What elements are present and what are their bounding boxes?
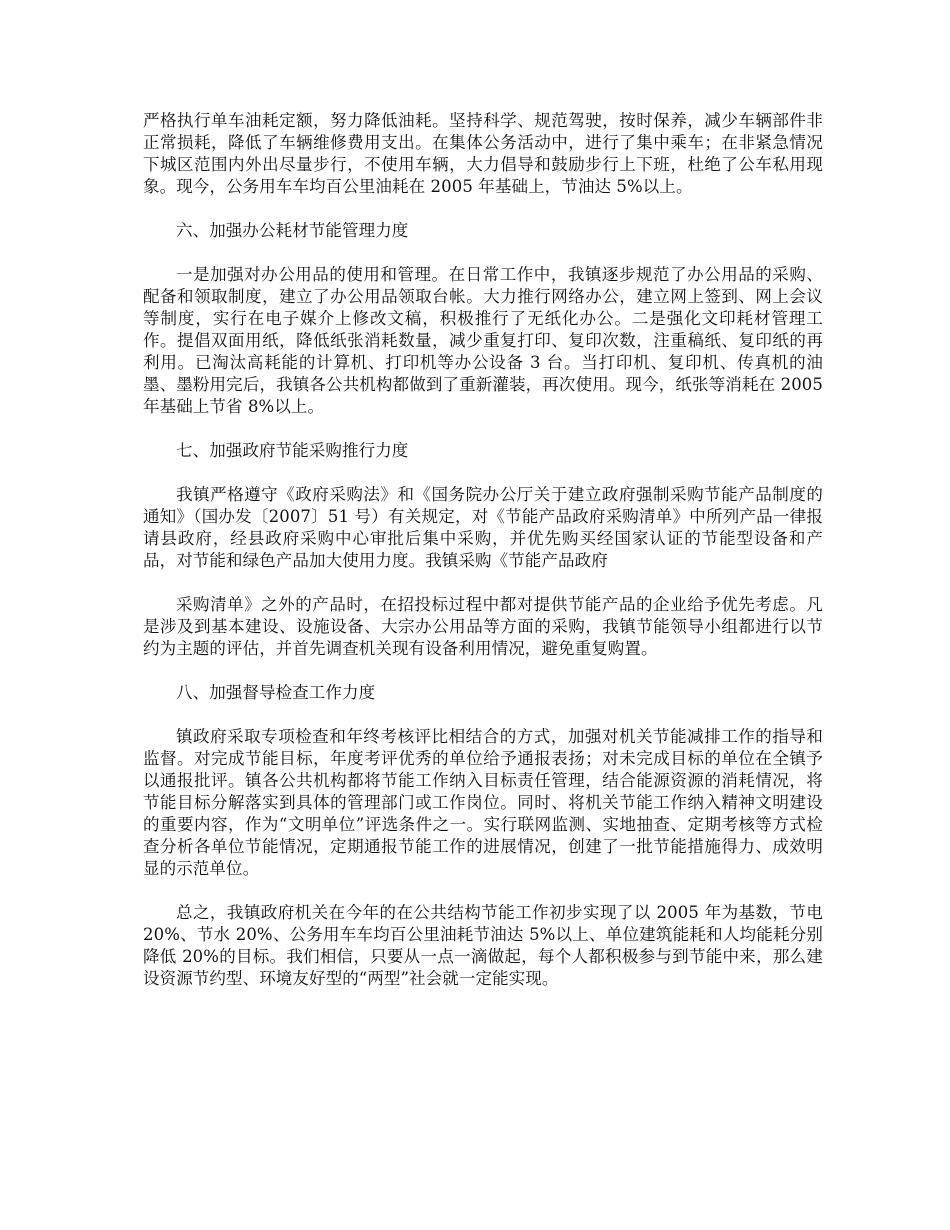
section-heading-office-supplies: 六、加强办公耗材节能管理力度 (176, 221, 409, 240)
section-heading-procurement: 七、加强政府节能采购推行力度 (176, 441, 409, 460)
paragraph-vehicle-fuel: 严格执行单车油耗定额，努力降低油耗。坚持科学、规范驾驶，按时保养，减少车辆部件非正常损耗，降低了车辆维修费用支出。在集体公务活动中，进行了集中乘车；在非紧急情况下城区范围内外出尽量步行，不使用车辆，大力倡导和鼓励步行上下班，杜绝了公车私用现象。现今，公务用车车均百公里油耗在 2005 年基础上，节油达 5%以上。 (143, 111, 823, 196)
paragraph-procurement-continued: 采购清单》之外的产品时，在招投标过程中都对提供节能产品的企业给予优先考虑。凡是涉及到基本建设、设施设备、大宗办公用品等方面的采购，我镇节能领导小组都进行以节约为主题的评估，并首先调查机关现有设备利用情况，避免重复购置。 (143, 595, 823, 658)
paragraph-conclusion: 总之，我镇政府机关在今年的在公共结构节能工作初步实现了以 2005 年为基数，节电 20%、节水 20%、公务用车车均百公里油耗节油达 5%以上、单位建筑能耗和人均能耗分别降低 20%的目标。我们相信，只要从一点一滴做起，每个人都积极参与到节能中来，那么建设资源节约型、环境友好型的“两型”社会就一定能实现。 (143, 903, 823, 988)
document-body (143, 110, 823, 1012)
paragraph-office-supplies: 一是加强对办公用品的使用和管理。在日常工作中，我镇逐步规范了办公用品的采购、配备和领取制度，建立了办公用品领取台帐。大力推行网络办公，建立网上签到、网上会议等制度，实行在电子媒介上修改文稿，积极推行了无纸化办公。二是强化文印耗材管理工作。提倡双面用纸，降低纸张消耗数量，减少重复打印、复印次数，注重稿纸、复印纸的再利用。已淘汰高耗能的计算机、打印机等办公设备 3 台。当打印机、复印机、传真机的油墨、墨粉用完后，我镇各公共机构都做到了重新灌装，再次使用。现今，纸张等消耗在 2005 年基础上节省 8%以上。 (143, 265, 823, 416)
paragraph-supervision: 镇政府采取专项检查和年终考核评比相结合的方式，加强对机关节能减排工作的指导和监督。对完成节能目标，年度考评优秀的单位给予通报表扬；对未完成目标的单位在全镇予以通报批评。镇各公共机构都将节能工作纳入目标责任管理，结合能源资源的消耗情况，将节能目标分解落实到具体的管理部门或工作岗位。同时、将机关节能工作纳入精神文明建设的重要内容，作为“文明单位”评选条件之一。实行联网监测、实地抽查、定期考核等方式检查分析各单位节能情况，定期通报节能工作的进展情况，创建了一批节能措施得力、成效明显的示范单位。 (143, 727, 823, 878)
paragraph-procurement: 我镇严格遵守《政府采购法》和《国务院办公厅关于建立政府强制采购节能产品制度的通知》（国办发〔2007〕51 号）有关规定，对《节能产品政府采购清单》中所列产品一律报请县政府，经县政府采购中心审批后集中采购，并优先购买经国家认证的节能型设备和产品，对节能和绿色产品加大使用力度。我镇采购《节能产品政府 (143, 485, 823, 570)
section-heading-supervision: 八、加强督导检查工作力度 (176, 683, 376, 702)
